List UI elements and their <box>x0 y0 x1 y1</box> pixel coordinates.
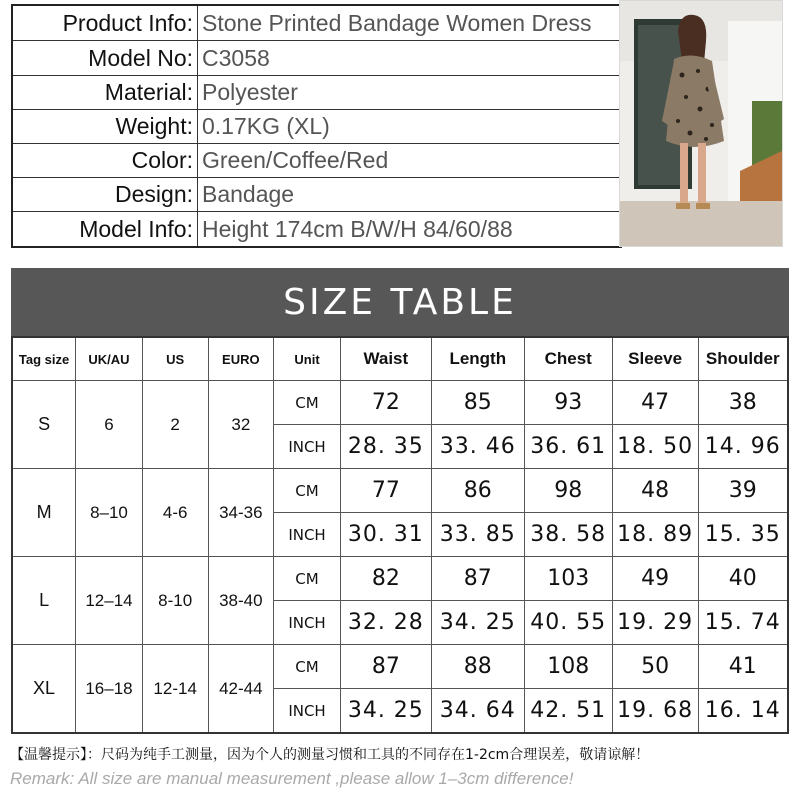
waist-cell: 72 <box>340 381 431 425</box>
shoulder-cell: 41 <box>698 645 788 689</box>
length-cell: 87 <box>431 557 524 601</box>
chest-cell: 93 <box>524 381 612 425</box>
length-cell: 88 <box>431 645 524 689</box>
header-euro: EURO <box>208 337 274 381</box>
length-cell: 86 <box>431 469 524 513</box>
header-sleeve: Sleeve <box>612 337 698 381</box>
table-row <box>12 469 788 513</box>
size-tag: M <box>12 469 76 557</box>
shoulder-cell: 14. 96 <box>698 425 788 469</box>
size-uk-au: 12–14 <box>76 557 143 645</box>
chest-cell: 98 <box>524 469 612 513</box>
info-value-weight: 0.17KG (XL) <box>198 110 622 144</box>
size-table-title: SIZE TABLE <box>11 268 789 336</box>
info-row <box>12 5 621 41</box>
unit-cm: CM <box>274 381 341 425</box>
size-table-header <box>12 337 788 381</box>
info-value-product: Stone Printed Bandage Women Dress <box>198 5 622 41</box>
shoulder-cell: 40 <box>698 557 788 601</box>
size-us: 4-6 <box>142 469 208 557</box>
sleeve-cell: 18. 89 <box>612 513 698 557</box>
header-us: US <box>142 337 208 381</box>
info-value-color: Green/Coffee/Red <box>198 144 622 178</box>
model-photo-icon <box>620 1 782 246</box>
info-label-model-no: Model No: <box>12 41 198 76</box>
waist-cell: 82 <box>340 557 431 601</box>
size-us: 12-14 <box>142 645 208 734</box>
sleeve-cell: 47 <box>612 381 698 425</box>
info-value-design: Bandage <box>198 178 622 212</box>
header-waist: Waist <box>340 337 431 381</box>
info-row <box>12 212 621 248</box>
chest-cell: 40. 55 <box>524 601 612 645</box>
info-row <box>12 76 621 110</box>
size-tag: L <box>12 557 76 645</box>
size-uk-au: 16–18 <box>76 645 143 734</box>
shoulder-cell: 38 <box>698 381 788 425</box>
size-table <box>11 336 789 734</box>
length-cell: 33. 85 <box>431 513 524 557</box>
info-value-model-no: C3058 <box>198 41 622 76</box>
size-uk-au: 8–10 <box>76 469 143 557</box>
unit-inch: INCH <box>274 689 341 734</box>
info-label-weight: Weight: <box>12 110 198 144</box>
chest-cell: 108 <box>524 645 612 689</box>
unit-cm: CM <box>274 645 341 689</box>
product-info-table <box>11 4 622 248</box>
sleeve-cell: 19. 29 <box>612 601 698 645</box>
table-row <box>12 557 788 601</box>
info-value-model-info: Height 174cm B/W/H 84/60/88 <box>198 212 622 248</box>
size-uk-au: 6 <box>76 381 143 469</box>
info-label-design: Design: <box>12 178 198 212</box>
waist-cell: 34. 25 <box>340 689 431 734</box>
size-tag: XL <box>12 645 76 734</box>
unit-inch: INCH <box>274 513 341 557</box>
note-chinese: 【温馨提示】：尺码为纯手工测量，因为个人的测量习惯和工具的不同存在1-2cm合理误差，敬请谅解！ <box>10 747 650 763</box>
info-label-color: Color: <box>12 144 198 178</box>
header-tag-size: Tag size <box>12 337 76 381</box>
sleeve-cell: 48 <box>612 469 698 513</box>
size-euro: 38-40 <box>208 557 274 645</box>
shoulder-cell: 15. 35 <box>698 513 788 557</box>
info-row <box>12 178 621 212</box>
shoulder-cell: 15. 74 <box>698 601 788 645</box>
length-cell: 34. 25 <box>431 601 524 645</box>
waist-cell: 28. 35 <box>340 425 431 469</box>
info-row <box>12 144 621 178</box>
info-row <box>12 41 621 76</box>
size-euro: 42-44 <box>208 645 274 734</box>
waist-cell: 87 <box>340 645 431 689</box>
info-value-material: Polyester <box>198 76 622 110</box>
size-euro: 34-36 <box>208 469 274 557</box>
unit-inch: INCH <box>274 425 341 469</box>
info-label-material: Material: <box>12 76 198 110</box>
length-cell: 34. 64 <box>431 689 524 734</box>
shoulder-cell: 16. 14 <box>698 689 788 734</box>
chest-cell: 103 <box>524 557 612 601</box>
chest-cell: 38. 58 <box>524 513 612 557</box>
header-shoulder: Shoulder <box>698 337 788 381</box>
sleeve-cell: 50 <box>612 645 698 689</box>
unit-cm: CM <box>274 469 341 513</box>
size-us: 2 <box>142 381 208 469</box>
info-label-model-info: Model Info: <box>12 212 198 248</box>
unit-inch: INCH <box>274 601 341 645</box>
chest-cell: 36. 61 <box>524 425 612 469</box>
header-length: Length <box>431 337 524 381</box>
unit-cm: CM <box>274 557 341 601</box>
table-row <box>12 645 788 689</box>
info-row <box>12 110 621 144</box>
size-euro: 32 <box>208 381 274 469</box>
shoulder-cell: 39 <box>698 469 788 513</box>
model-photo <box>619 0 783 247</box>
waist-cell: 32. 28 <box>340 601 431 645</box>
sleeve-cell: 18. 50 <box>612 425 698 469</box>
length-cell: 85 <box>431 381 524 425</box>
length-cell: 33. 46 <box>431 425 524 469</box>
chest-cell: 42. 51 <box>524 689 612 734</box>
table-row <box>12 381 788 425</box>
header-unit: Unit <box>274 337 341 381</box>
waist-cell: 77 <box>340 469 431 513</box>
size-tag: S <box>12 381 76 469</box>
sleeve-cell: 49 <box>612 557 698 601</box>
info-label-product: Product Info: <box>12 5 198 41</box>
note-english: Remark: All size are manual measurement ,please allow 1–3cm difference! <box>10 769 574 788</box>
sleeve-cell: 19. 68 <box>612 689 698 734</box>
size-us: 8-10 <box>142 557 208 645</box>
waist-cell: 30. 31 <box>340 513 431 557</box>
header-chest: Chest <box>524 337 612 381</box>
header-uk-au: UK/AU <box>76 337 143 381</box>
